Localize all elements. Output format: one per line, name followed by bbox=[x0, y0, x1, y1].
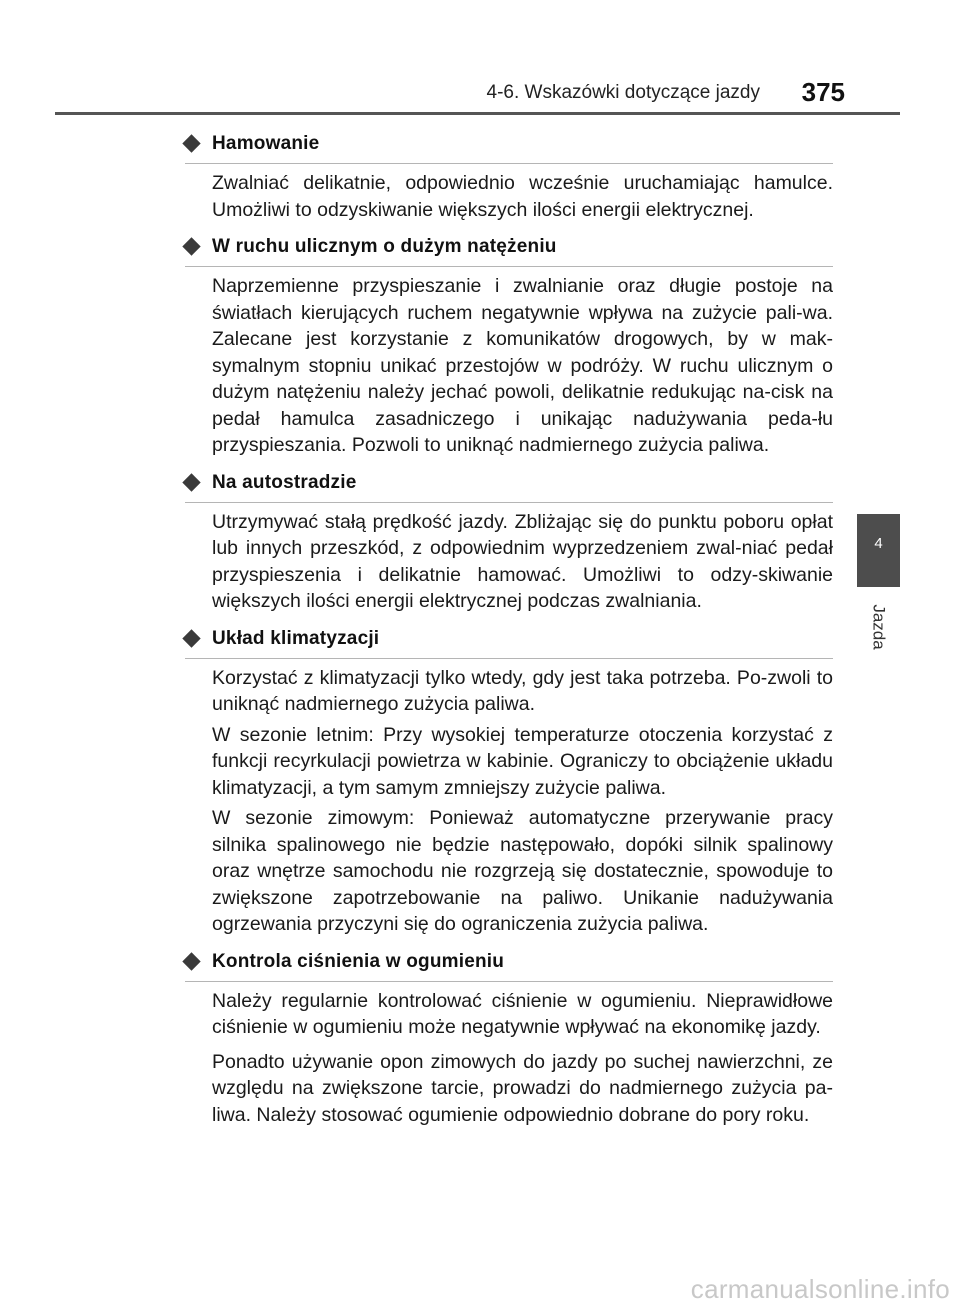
section-paragraph: Ponadto używanie opon zimowych do jazdy po suchej nawierzchni, ze względu na zwiększone tarcie, prowadzi do nadmiernego zużycia pa-liwa. Należy stosować ogumienie odpowiednio dobrane do pory roku. bbox=[212, 1050, 833, 1126]
header-section-title: 4-6. Wskazówki dotyczące jazdy bbox=[486, 82, 760, 103]
section-title: Na autostradzie bbox=[212, 471, 357, 493]
chapter-label bbox=[857, 587, 900, 667]
section-heading bbox=[185, 623, 833, 659]
section-title: Układ klimatyzacji bbox=[212, 627, 380, 649]
diamond-bullet-icon bbox=[182, 237, 200, 255]
page-content bbox=[185, 128, 833, 1136]
section-paragraph: W sezonie letnim: Przy wysokiej temperaturze otoczenia korzystać z funkcji recyrkulacji powietrza w kabinie. Ograniczy to obciążenie układu klimatyzacji, a tym samym zmniejszy zużycie paliwa. bbox=[212, 723, 833, 799]
diamond-bullet-icon bbox=[182, 952, 200, 970]
section-heading bbox=[185, 128, 833, 164]
section-heading bbox=[185, 946, 833, 982]
section-title: W ruchu ulicznym o dużym natężeniu bbox=[212, 236, 557, 257]
section-autostrada bbox=[185, 467, 833, 615]
page-number: 375 bbox=[801, 77, 845, 107]
section-hamowanie bbox=[185, 128, 833, 223]
section-title: Hamowanie bbox=[212, 133, 320, 154]
diamond-bullet-icon bbox=[182, 473, 200, 491]
section-title: Kontrola ciśnienia w ogumieniu bbox=[212, 950, 505, 972]
section-ruch-uliczny bbox=[185, 231, 833, 459]
chapter-label-text: Jazda bbox=[869, 604, 889, 650]
section-heading bbox=[185, 231, 833, 267]
watermark: carmanualsonline.info bbox=[690, 1274, 950, 1304]
section-paragraph: Naprzemienne przyspieszanie i zwalnianie oraz długie postoje na światłach kierujących ruchem negatywnie wpływa na zużycie pali-wa. Zalecane jest korzystanie z komunikatów drogowych, by w mak-symalnym stopniu unikać przestojów w podróży. W ruchu ulicznym o dużym natężeniu należy jechać powoli, delikatnie redukując na-cisk na pedał hamulca zasadniczego i unikając nadużywania peda-łu przyspieszania. Pozwoli to uniknąć nadmiernego zużycia paliwa. bbox=[212, 275, 833, 456]
section-cisnienie-ogumienia bbox=[185, 946, 833, 1129]
section-paragraph: Utrzymywać stałą prędkość jazdy. Zbliżając się do punktu poboru opłat lub innych przeszkód, z odpowiednim wyprzedzeniem zwal-niać pedał przyspieszenia i delikatnie hamować. Umożliwi to odzy-skiwanie większych ilości energii elektrycznej podczas zwalniania. bbox=[212, 510, 833, 612]
section-paragraph: W sezonie zimowym: Ponieważ automatyczne przerywanie pracy silnika spalinowego nie będzie następowało, dopóki silnik spalinowy oraz wnętrze samochodu nie rozgrzeją się dostatecznie, spowoduje to zwiększone zapotrzebowanie na paliwo. Unikanie nadużywania ogrzewania przyczyni się do ograniczenia zużycia paliwa. bbox=[212, 807, 833, 935]
page-header bbox=[0, 0, 960, 120]
section-klimatyzacja bbox=[185, 623, 833, 938]
section-paragraph: Zwalniać delikatnie, odpowiednio wcześnie uruchamiając hamulce. Umożliwi to odzyskiwanie większych ilości energii elektrycznej. bbox=[212, 172, 833, 221]
header-divider bbox=[55, 112, 900, 115]
section-paragraph: Należy regularnie kontrolować ciśnienie w ogumieniu. Nieprawidłowe ciśnienie w ogumieniu może negatywnie wpływać na ekonomikę jazdy. bbox=[212, 989, 833, 1038]
section-paragraph: Korzystać z klimatyzacji tylko wtedy, gdy jest taka potrzeba. Po-zwoli to uniknąć nadmiernego zużycia paliwa. bbox=[212, 666, 833, 715]
chapter-tab: 4 bbox=[857, 514, 900, 587]
section-heading bbox=[185, 467, 833, 503]
diamond-bullet-icon bbox=[182, 134, 200, 152]
diamond-bullet-icon bbox=[182, 629, 200, 647]
